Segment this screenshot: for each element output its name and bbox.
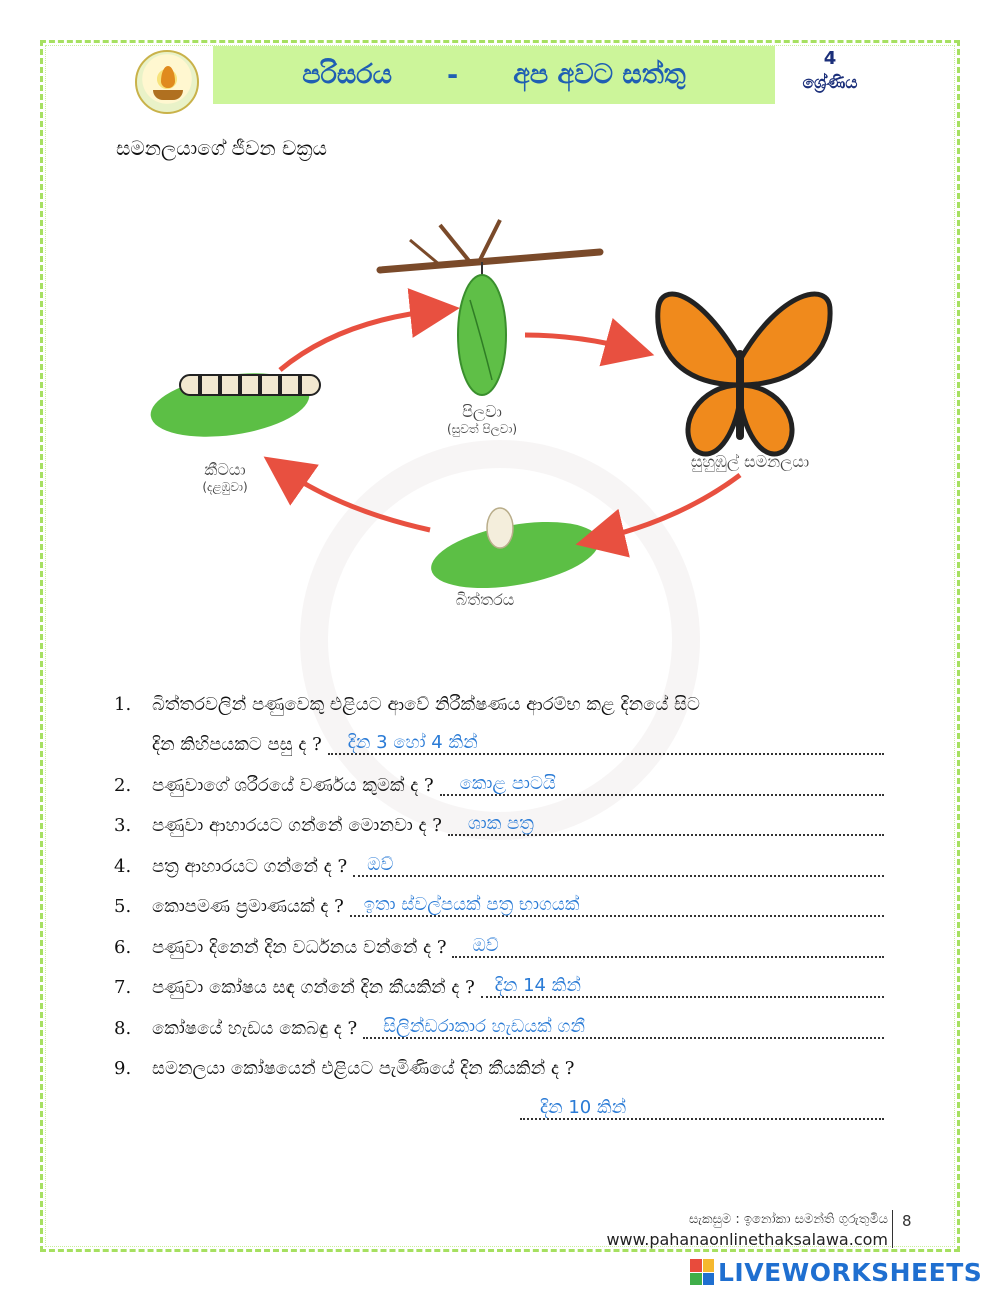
arrow-egg-to-larva	[280, 468, 430, 530]
answer-field[interactable]	[448, 812, 884, 836]
adult-label-text: සුහුඹුල් සමනලයා	[690, 452, 810, 471]
pupa-sublabel: (සුවත් පිලවා)	[446, 422, 518, 436]
question-number: 4.	[114, 855, 132, 877]
egg-label-text: බිත්තරය	[455, 590, 515, 609]
author-credit: සැකසුම : ඉනෝකා සමන්ති ගුරුතුමිය	[688, 1212, 888, 1227]
question-number: 6.	[114, 936, 132, 958]
answer-field[interactable]	[350, 893, 884, 917]
grade-label: ශ්‍රේණිය	[802, 73, 858, 93]
question-number: 8.	[114, 1017, 132, 1039]
question-row	[114, 755, 884, 796]
pupa-label	[412, 402, 552, 437]
liveworksheets-brand[interactable]	[690, 1256, 982, 1288]
larva-sublabel: (දළඹුවා)	[202, 480, 248, 494]
page-title	[213, 46, 775, 104]
question-list	[114, 674, 884, 1120]
liveworksheets-wordmark: LIVEWORKSHEETS	[718, 1257, 983, 1287]
question-row	[114, 796, 884, 837]
question-text: කෝෂයේ හැඩය කෙබඳු ද ?	[152, 1017, 358, 1039]
question-text: බිත්තරවලින් පණුවෙකු එළියට ආවේ නිරීක්ෂණය ආරම්භ කළ දිනයේ සිට	[152, 693, 700, 715]
question-text: සමනලයා කෝෂයෙන් එළියට පැමිණියේ දින කීයකින් ද ?	[152, 1058, 575, 1079]
page-number: 8	[902, 1212, 912, 1230]
branch-icon	[380, 220, 600, 270]
answer-text: කොළ පාටයි	[459, 772, 556, 794]
answer-field[interactable]	[481, 974, 884, 998]
website-link[interactable]: www.pahanaonlinethaksalawa.com	[606, 1230, 888, 1249]
question-number: 3.	[114, 815, 132, 836]
title-dash: -	[447, 59, 459, 91]
question-number: 9.	[114, 1058, 132, 1079]
question-text: පණුවා දිනෙන් දින වර්ධනය වන්නේ ද ?	[152, 936, 447, 958]
question-text: පණුවා ආහාරයට ගන්නේ මොනවා ද ?	[152, 815, 442, 836]
grade-number: 4	[823, 48, 837, 69]
larva-label-text: කීටයා	[204, 460, 246, 479]
question-row	[114, 917, 884, 958]
answer-field[interactable]	[363, 1015, 884, 1039]
liveworksheets-logo-icon	[690, 1259, 714, 1285]
question-text: පණුවාගේ ශරීරයේ වර්ණය කුමක් ද ?	[152, 774, 434, 796]
question-text: පණුවා කෝෂය සඳ ගන්නේ දින කීයකින් ද ?	[152, 977, 475, 998]
lesson-title: අප අවට සත්තු	[513, 59, 686, 90]
question-number: 2.	[114, 774, 132, 796]
butterfly-icon	[658, 294, 830, 454]
footer-divider	[892, 1210, 893, 1248]
section-subtitle: සමනලයාගේ ජීවන චක්‍රය	[116, 136, 328, 160]
question-row	[114, 1039, 884, 1080]
question-text: කොපමණ ප්‍රමාණයක් ද ?	[152, 896, 344, 917]
oil-lamp-icon	[153, 90, 183, 100]
answer-text: දින 3 හෝ 4 කින්	[347, 732, 478, 753]
answer-text: දින 14 කින්	[494, 975, 581, 996]
answer-text: ඔව්	[472, 934, 499, 956]
subject-title: පරිසරය	[302, 59, 393, 90]
grade-indicator	[790, 48, 870, 93]
question-number: 1.	[114, 693, 132, 715]
answer-field[interactable]	[520, 1096, 884, 1120]
arrow-pupa-to-adult	[525, 335, 635, 350]
larva-label	[165, 460, 285, 495]
question-row	[114, 958, 884, 999]
question-row	[114, 877, 884, 918]
question-text: දින කිහිපයකට පසු ද ?	[152, 734, 322, 755]
question-number: 7.	[114, 977, 132, 998]
egg-leaf-icon	[426, 508, 604, 599]
question-row	[114, 674, 884, 715]
answer-text: සිලින්ඩරාකාර හැඩයක් ගනී	[383, 1015, 585, 1037]
question-row	[114, 1079, 884, 1120]
arrow-larva-to-pupa	[280, 310, 440, 370]
life-cycle-diagram	[140, 210, 860, 630]
adult-label	[660, 452, 840, 472]
answer-text: ශාක පත්‍ර	[467, 813, 534, 834]
answer-field[interactable]	[440, 772, 884, 796]
question-row	[114, 836, 884, 877]
lamp-flame-icon	[161, 66, 175, 88]
caterpillar-leaf-icon	[147, 364, 320, 446]
answer-text: දින 10 කින්	[540, 1096, 627, 1118]
school-logo	[135, 50, 199, 114]
answer-field[interactable]	[328, 731, 884, 755]
arrow-adult-to-egg	[595, 475, 740, 540]
answer-text: ඔව්	[367, 853, 394, 875]
answer-field[interactable]	[452, 934, 884, 958]
egg-label	[425, 590, 545, 610]
chrysalis-icon	[458, 262, 506, 395]
answer-text: ඉතා ස්වල්පයක් පත්‍ර භාගයක්	[363, 894, 580, 915]
question-row	[114, 715, 884, 756]
question-text: පත්‍ර ආහාරයට ගන්නේ ද ?	[152, 855, 348, 877]
pupa-label-text: පිලවා	[462, 402, 502, 421]
question-number: 5.	[114, 896, 132, 917]
question-row	[114, 998, 884, 1039]
answer-field[interactable]	[353, 853, 884, 877]
